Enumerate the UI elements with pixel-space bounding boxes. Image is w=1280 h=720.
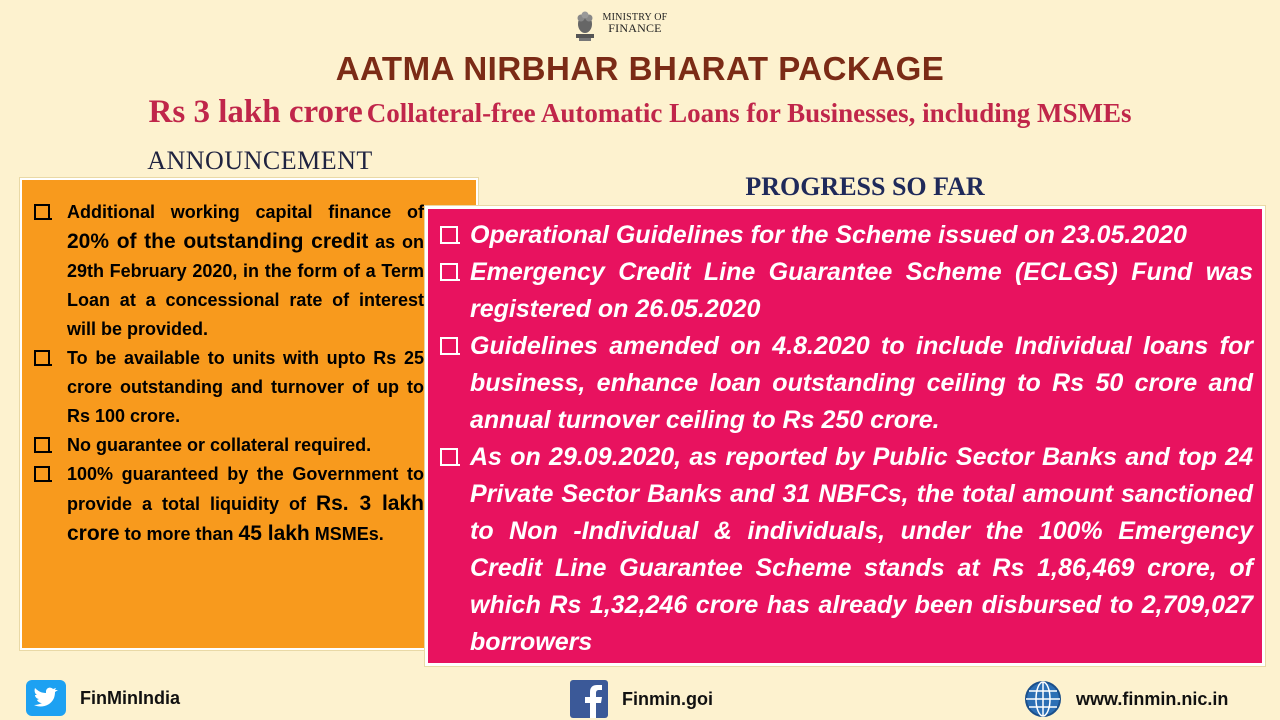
list-item: No guarantee or collateral required. [34, 431, 424, 460]
checkbox-icon [440, 337, 458, 355]
list-item: Guidelines amended on 4.8.2020 to include Individual loans for business, enhance loan outstanding ceiling to Rs 50 crore and annual turnover ceiling to Rs 250 crore. [438, 328, 1253, 439]
list-item: Emergency Credit Line Guarantee Scheme (ECLGS) Fund was registered on 26.05.2020 [438, 254, 1253, 328]
announcement-box [20, 178, 478, 650]
checkbox-icon [440, 263, 458, 281]
list-item: 100% guaranteed by the Government to provide a total liquidity of Rs. 3 lakh crore to more than 45 lakh MSMEs. [34, 460, 424, 549]
list-item: Operational Guidelines for the Scheme issued on 23.05.2020 [438, 217, 1253, 254]
globe-icon [1024, 680, 1062, 718]
checkbox-icon [34, 437, 50, 453]
ministry-line2: FINANCE [608, 21, 662, 35]
subtitle-amount: Rs 3 lakh crore [148, 94, 363, 130]
twitter-handle[interactable]: FinMinIndia [80, 687, 180, 708]
announcement-list [34, 198, 424, 549]
subtitle-description: Collateral-free Automatic Loans for Businesses, including MSMEs [366, 98, 1132, 128]
page-subtitle [0, 94, 1280, 131]
website-link[interactable] [1024, 680, 1228, 718]
twitter-icon [26, 680, 66, 716]
facebook-handle[interactable]: Finmin.goi [622, 688, 713, 709]
twitter-link[interactable] [26, 680, 180, 716]
announcement-heading: ANNOUNCEMENT [147, 146, 373, 175]
ministry-logo-text [600, 12, 670, 34]
emblem-icon [572, 8, 598, 44]
progress-box [425, 206, 1265, 666]
progress-list [438, 217, 1253, 661]
facebook-icon [570, 680, 608, 718]
list-item: To be available to units with upto Rs 25 crore outstanding and turnover of up to Rs 100 crore. [34, 344, 424, 431]
checkbox-icon [34, 350, 50, 366]
checkbox-icon [440, 226, 458, 244]
checkbox-icon [34, 204, 50, 220]
facebook-link[interactable] [570, 680, 713, 718]
page-title: AATMA NIRBHAR BHARAT PACKAGE [335, 50, 945, 87]
checkbox-icon [34, 466, 50, 482]
list-item: As on 29.09.2020, as reported by Public Sector Banks and top 24 Private Sector Banks and 31 NBFCs, the total amount sanctioned to Non -Individual & individuals, under the 100% Emergency Credit Line Guarantee Scheme stands at Rs 1,86,469 crore, of which Rs 1,32,246 crore has already been disbursed to 2,709,027 borrowers [438, 439, 1253, 661]
checkbox-icon [440, 448, 458, 466]
list-item: Additional working capital finance of 20% of the outstanding credit as on 29th February 2020, in the form of a Term Loan at a concessional rate of interest will be provided. [34, 198, 424, 344]
progress-heading: PROGRESS SO FAR [745, 172, 985, 201]
ministry-line1: MINISTRY OF [602, 12, 668, 23]
website-url[interactable]: www.finmin.nic.in [1076, 688, 1229, 709]
